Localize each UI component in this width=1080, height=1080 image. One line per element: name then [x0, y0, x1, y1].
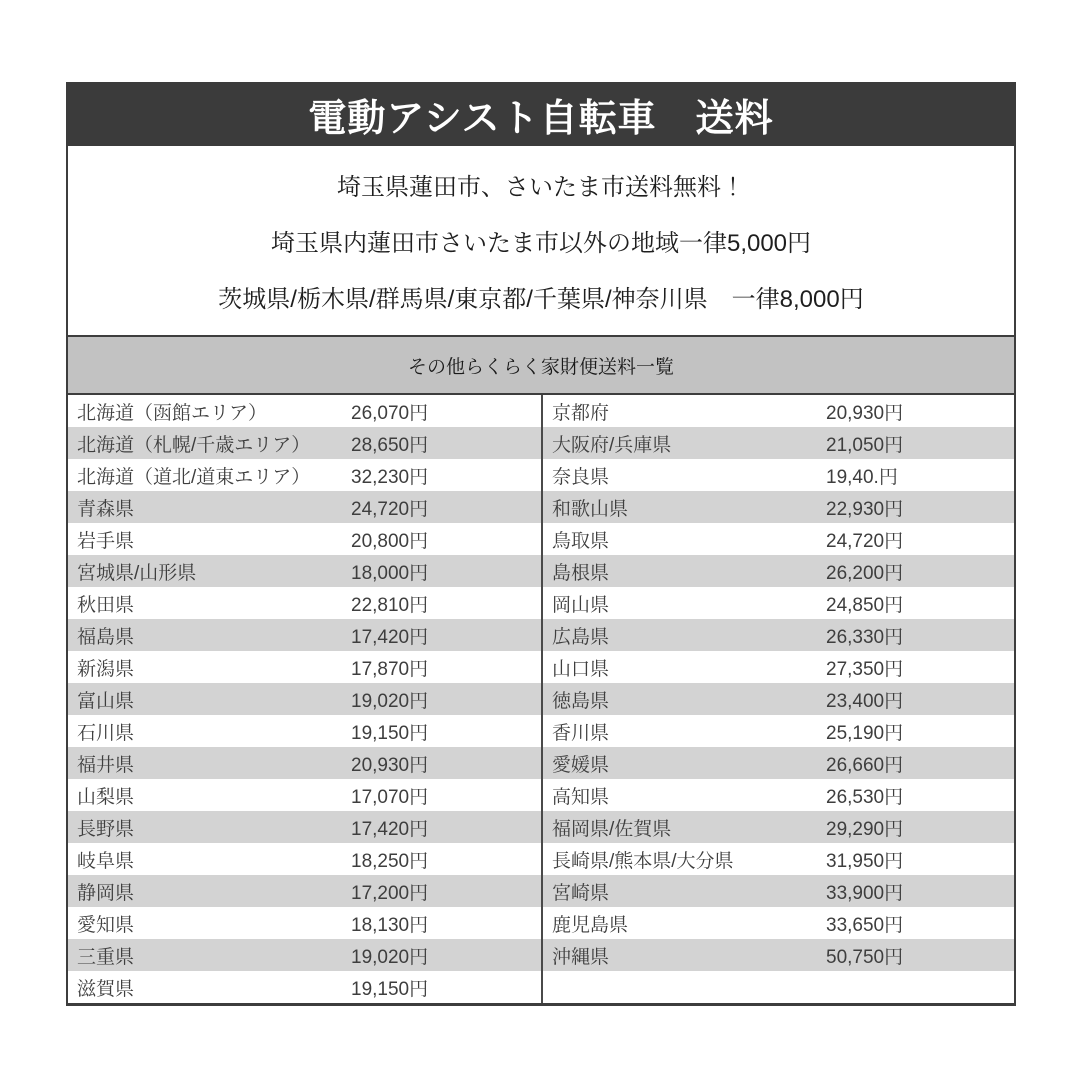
fee-table-row: [68, 779, 541, 811]
fee-table-row: [68, 715, 541, 747]
prefecture-label: 鳥取県: [552, 530, 610, 552]
shipping-notice-block: [66, 146, 1016, 335]
fee-value: 19,020円: [351, 946, 429, 968]
fee-table-row: [68, 619, 541, 651]
prefecture-label: 北海道（札幌/千歳エリア）: [77, 434, 311, 456]
fee-table-right-column: [541, 395, 1014, 1003]
fee-table-row: [543, 427, 1014, 459]
fee-value: 17,420円: [351, 818, 429, 840]
fee-value: 19,150円: [351, 978, 429, 1000]
prefecture-label: 静岡県: [77, 882, 135, 904]
page-title-bar: [66, 82, 1016, 146]
fee-table-row: [68, 427, 541, 459]
fee-table-row: [543, 747, 1014, 779]
fee-table-row: [543, 683, 1014, 715]
fee-table-row: [543, 939, 1014, 971]
fee-table-row: [68, 875, 541, 907]
prefecture-label: 秋田県: [77, 594, 135, 616]
fee-value: 24,850円: [826, 594, 904, 616]
fee-table-row: [68, 555, 541, 587]
fee-table-row: [68, 491, 541, 523]
prefecture-label: 宮城県/山形県: [77, 562, 197, 584]
fee-table-row: [543, 843, 1014, 875]
prefecture-label: 京都府: [552, 402, 610, 424]
fee-value: 33,650円: [826, 914, 904, 936]
prefecture-label: 福島県: [77, 626, 135, 648]
fee-value: 20,800円: [351, 530, 429, 552]
fee-table-row: [68, 651, 541, 683]
fee-value: 26,330円: [826, 626, 904, 648]
prefecture-label: 北海道（函館エリア）: [77, 402, 268, 424]
notice-free-shipping: 埼玉県蓮田市、さいたま市送料無料！: [337, 174, 745, 201]
fee-value: 26,660円: [826, 754, 904, 776]
fee-table: [66, 395, 1016, 1006]
prefecture-label: 山口県: [552, 658, 610, 680]
fee-table-row: [68, 523, 541, 555]
fee-table-row: [543, 619, 1014, 651]
prefecture-label: 滋賀県: [77, 978, 135, 1000]
section-header: [66, 335, 1016, 395]
prefecture-label: 奈良県: [552, 466, 610, 488]
fee-value: 18,000円: [351, 562, 429, 584]
prefecture-label: 山梨県: [77, 786, 135, 808]
fee-table-row: [543, 907, 1014, 939]
fee-value: 31,950円: [826, 850, 904, 872]
fee-value: 26,530円: [826, 786, 904, 808]
prefecture-label: 沖縄県: [552, 946, 610, 968]
prefecture-label: 鹿児島県: [552, 914, 629, 936]
fee-value: 24,720円: [351, 498, 429, 520]
fee-value: 28,650円: [351, 434, 429, 456]
fee-value: 24,720円: [826, 530, 904, 552]
fee-value: 17,420円: [351, 626, 429, 648]
fee-table-row: [543, 523, 1014, 555]
fee-value: 21,050円: [826, 434, 904, 456]
fee-value: 18,130円: [351, 914, 429, 936]
fee-table-row: [543, 811, 1014, 843]
fee-table-row: [68, 683, 541, 715]
page-title: 電動アシスト自転車 送料: [308, 97, 774, 140]
fee-table-row: [68, 971, 541, 1003]
fee-table-row: [543, 971, 1014, 1003]
fee-value: 26,200円: [826, 562, 904, 584]
fee-value: 18,250円: [351, 850, 429, 872]
fee-table-row: [68, 811, 541, 843]
fee-table-row: [543, 875, 1014, 907]
prefecture-label: 宮崎県: [552, 882, 610, 904]
prefecture-label: 石川県: [77, 722, 135, 744]
prefecture-label: 徳島県: [552, 690, 610, 712]
fee-value: 29,290円: [826, 818, 904, 840]
fee-table-row: [68, 395, 541, 427]
fee-table-row: [543, 491, 1014, 523]
prefecture-label: 広島県: [552, 626, 610, 648]
fee-table-row: [68, 747, 541, 779]
fee-table-row: [68, 843, 541, 875]
prefecture-label: 岡山県: [552, 594, 610, 616]
fee-table-left-column: [68, 395, 541, 1003]
fee-value: 33,900円: [826, 882, 904, 904]
prefecture-label: 岐阜県: [77, 850, 135, 872]
fee-value: 32,230円: [351, 466, 429, 488]
notice-saitama-flat-rate: 埼玉県内蓮田市さいたま市以外の地域一律5,000円: [270, 230, 812, 257]
fee-value: 19,150円: [351, 722, 429, 744]
fee-value: 22,810円: [351, 594, 429, 616]
fee-value: 23,400円: [826, 690, 904, 712]
prefecture-label: 愛知県: [77, 914, 135, 936]
fee-value: 19,020円: [351, 690, 429, 712]
section-title: その他らくらく家財便送料一覧: [407, 356, 674, 378]
fee-table-row: [543, 779, 1014, 811]
prefecture-label: 大阪府/兵庫県: [552, 434, 672, 456]
fee-table-row: [543, 555, 1014, 587]
prefecture-label: 福岡県/佐賀県: [552, 818, 672, 840]
prefecture-label: 北海道（道北/道東エリア）: [77, 466, 311, 488]
fee-value: 17,200円: [351, 882, 429, 904]
fee-value: 22,930円: [826, 498, 904, 520]
fee-value: 17,070円: [351, 786, 429, 808]
fee-table-row: [68, 587, 541, 619]
prefecture-label: 島根県: [552, 562, 610, 584]
prefecture-label: 愛媛県: [552, 754, 610, 776]
fee-value: 20,930円: [826, 402, 904, 424]
fee-table-row: [543, 587, 1014, 619]
prefecture-label: 富山県: [77, 690, 135, 712]
fee-table-row: [68, 907, 541, 939]
fee-value: 17,870円: [351, 658, 429, 680]
shipping-fee-sheet: [66, 82, 1016, 1006]
prefecture-label: 高知県: [552, 786, 610, 808]
fee-value: 25,190円: [826, 722, 904, 744]
fee-table-row: [543, 715, 1014, 747]
prefecture-label: 福井県: [77, 754, 135, 776]
fee-value: 19,40.円: [826, 466, 898, 488]
fee-value: 20,930円: [351, 754, 429, 776]
prefecture-label: 長野県: [77, 818, 135, 840]
prefecture-label: 新潟県: [77, 658, 135, 680]
fee-table-row: [543, 651, 1014, 683]
prefecture-label: 和歌山県: [552, 498, 629, 520]
prefecture-label: 岩手県: [77, 530, 135, 552]
fee-value: 26,070円: [351, 402, 429, 424]
prefecture-label: 青森県: [77, 498, 135, 520]
prefecture-label: 三重県: [77, 946, 135, 968]
prefecture-label: 長崎県/熊本県/大分県: [552, 850, 734, 872]
fee-value: 50,750円: [826, 946, 904, 968]
fee-table-row: [543, 395, 1014, 427]
fee-value: 27,350円: [826, 658, 904, 680]
fee-table-row: [68, 459, 541, 491]
fee-table-row: [68, 939, 541, 971]
notice-kanto-flat-rate: 茨城県/栃木県/群馬県/東京都/千葉県/神奈川県 一律8,000円: [218, 286, 864, 313]
fee-table-row: [543, 459, 1014, 491]
prefecture-label: 香川県: [552, 722, 610, 744]
